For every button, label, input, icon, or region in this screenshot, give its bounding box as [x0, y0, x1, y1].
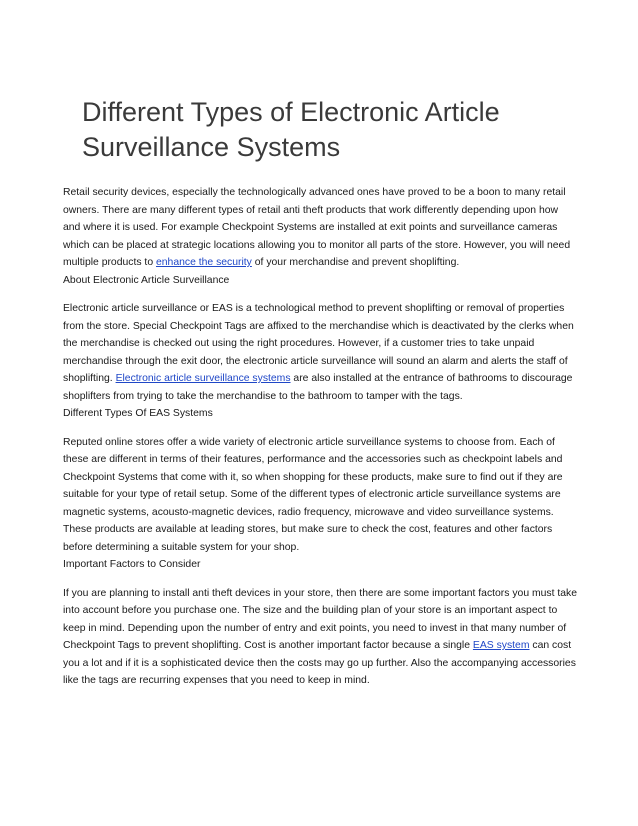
- document-body: [63, 184, 578, 690]
- paragraph-factors: [63, 585, 578, 690]
- paragraph-types: Reputed online stores offer a wide variety of electronic article surveillance systems to choose from. Each of these are different in terms of their features, performance and the accessories such as checkpoint labels and Checkpoint Systems that come with it, so when shopping for these products, make sure to find out if they are suitable for your type of retail setup. Some of the different types of electronic article surveillance systems are magnetic systems, acousto-magnetic devices, radio frequency, microwave and video surveillance systems. These products are available at leading stores, but make sure to check the cost, features and other factors before determining a suitable system for your shop.: [63, 436, 563, 553]
- eas-system-link[interactable]: EAS system: [472, 640, 530, 651]
- paragraph-factors-text-1: If you are planning to install anti theft devices in your store, then there are some important factors you must take into account before you purchase one. The size and the building plan of your store is an important aspect to keep in mind. Depending upon the number of entry and exit points, you need to invest in that many number of Checkpoint Tags to prevent shoplifting. Cost is another important factor because a single: [63, 587, 578, 651]
- paragraph-about-eas: [63, 300, 578, 405]
- paragraph-about-eas-text-2: are also installed at the entrance of bathrooms to discourage shoplifters from trying to take the merchandise to the bathroom to tamper with the tags.: [63, 373, 573, 402]
- paragraph-intro-text-1: Retail security devices, especially the technologically advanced ones have proved to be a boon to many retail owners. There are many different types of retail anti theft products that work differently depending upon how and where it is used. For example Checkpoint Systems are installed at exit points and surveillance cameras which can be placed at strategic locations allowing you to monitor all parts of the store. However, you will need multiple products to: [63, 187, 571, 268]
- paragraph-intro: [63, 184, 578, 272]
- paragraph-intro-text-2: of your merchandise and prevent shoplifting.: [251, 257, 460, 268]
- enhance-security-link[interactable]: enhance the security: [155, 257, 252, 268]
- paragraph-about-eas-text-1: Electronic article surveillance or EAS is a technological method to prevent shoplifting or removal of properties from the store. Special Checkpoint Tags are affixed to the merchandise which is deactivated by the clerks when the merchandise is checked out using the right procedures. However, if a customer tries to take unpaid merchandise through the exit door, the electronic article surveillance will sound an alarm and alerts the staff of shoplifting.: [63, 303, 574, 384]
- document-title: Different Types of Electronic Article Surveillance Systems: [82, 97, 500, 162]
- section-heading-types: Different Types Of EAS Systems: [63, 408, 213, 419]
- eas-systems-link[interactable]: Electronic article surveillance systems: [115, 373, 291, 384]
- paragraph-factors-text-2: can cost you a lot and if it is a sophisticated device then the costs may go up further. Also the accompanying accessories like the tags are recurring expenses that you need to keep in mind.: [63, 640, 576, 686]
- section-heading-factors: Important Factors to Consider: [63, 559, 201, 570]
- section-heading-about-eas: About Electronic Article Surveillance: [63, 274, 230, 286]
